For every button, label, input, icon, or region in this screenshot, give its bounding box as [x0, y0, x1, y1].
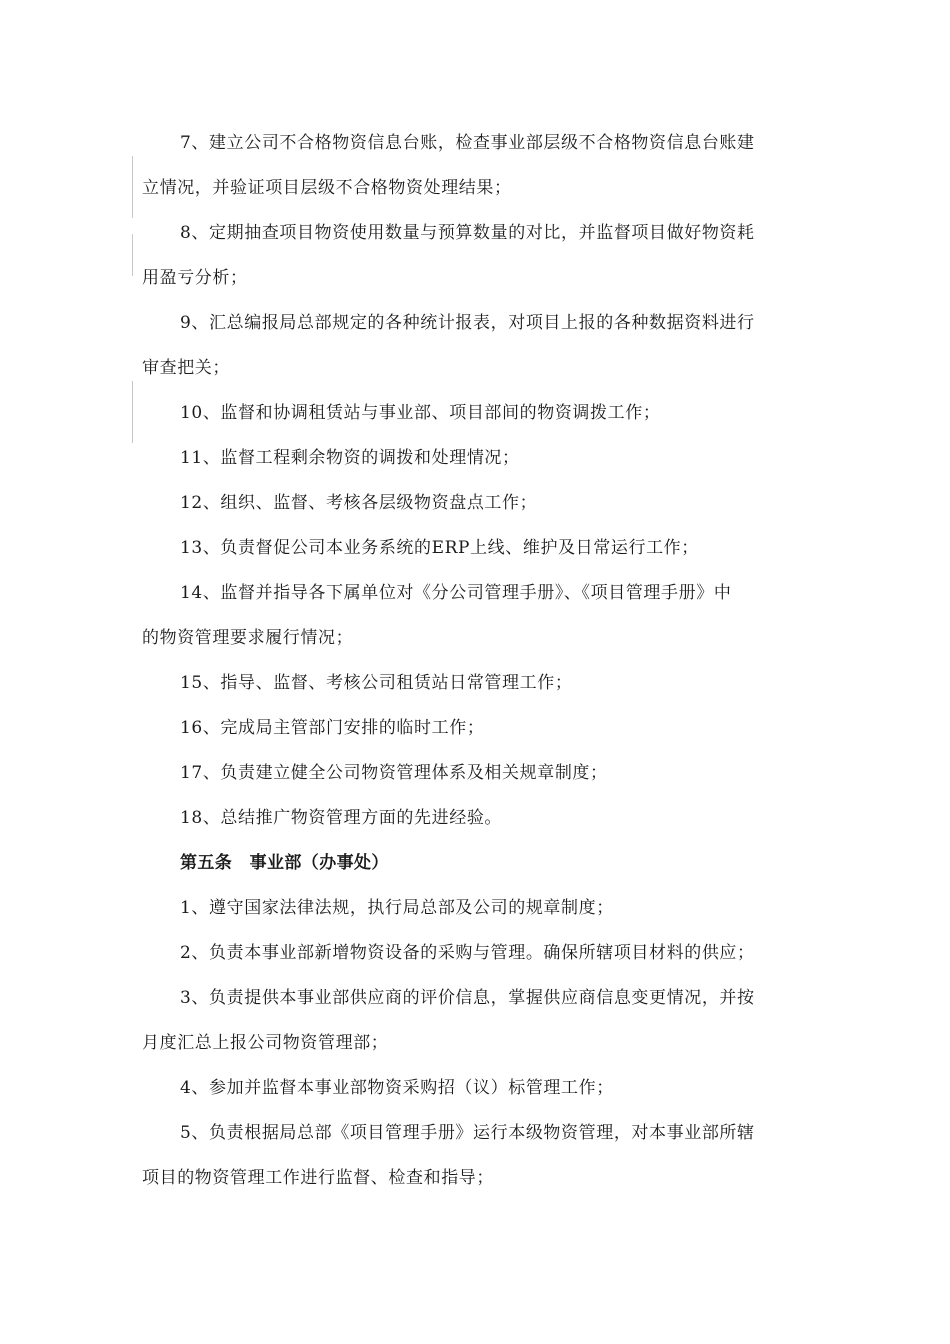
paragraph-line: 12、组织、监督、考核各层级物资盘点工作；: [180, 493, 538, 513]
paragraph-line: 18、总结推广物资管理方面的先进经验。: [180, 808, 503, 828]
paragraph-line: 审查把关；: [142, 358, 230, 378]
paragraph-line: 1、遵守国家法律法规，执行局总部及公司的规章制度；: [180, 898, 614, 918]
paragraph-line: 13、负责督促公司本业务系统的ERP上线、维护及日常运行工作；: [180, 538, 699, 558]
paragraph-line: 10、监督和协调租赁站与事业部、项目部间的物资调拨工作；: [180, 403, 661, 423]
paragraph-line: 项目的物资管理工作进行监督、检查和指导；: [142, 1168, 494, 1188]
paragraph-line: 3、负责提供本事业部供应商的评价信息，掌握供应商信息变更情况，并按: [180, 988, 755, 1008]
paragraph-line: 用盈亏分析；: [142, 268, 248, 288]
paragraph-line: 14、监督并指导各下属单位对《分公司管理手册》、《项目管理手册》中: [180, 583, 732, 603]
paragraph-line: 2、负责本事业部新增物资设备的采购与管理。确保所辖项目材料的供应；: [180, 943, 755, 963]
paragraph-line: 17、负责建立健全公司物资管理体系及相关规章制度；: [180, 763, 608, 783]
paragraph-line: 16、完成局主管部门安排的临时工作；: [180, 718, 485, 738]
paragraph-line: 8、定期抽查项目物资使用数量与预算数量的对比，并监督项目做好物资耗: [180, 223, 755, 243]
paragraph-line: 立情况，并验证项目层级不合格物资处理结果；: [142, 178, 512, 198]
margin-mark: [132, 381, 133, 443]
paragraph-line: 15、指导、监督、考核公司租赁站日常管理工作；: [180, 673, 573, 693]
paragraph-line: 的物资管理要求履行情况；: [142, 628, 354, 648]
paragraph-line: 7、建立公司不合格物资信息台账，检查事业部层级不合格物资信息台账建: [180, 133, 755, 153]
paragraph-line: 5、负责根据局总部《项目管理手册》运行本级物资管理，对本事业部所辖: [180, 1123, 755, 1143]
paragraph-line: 4、参加并监督本事业部物资采购招（议）标管理工作；: [180, 1078, 614, 1098]
paragraph-line: 9、汇总编报局总部规定的各种统计报表，对项目上报的各种数据资料进行: [180, 313, 755, 333]
margin-mark: [132, 156, 133, 218]
paragraph-line: 11、监督工程剩余物资的调拨和处理情况；: [180, 448, 520, 468]
paragraph-line: 月度汇总上报公司物资管理部；: [142, 1033, 389, 1053]
margin-mark: [132, 234, 133, 276]
section-heading: 第五条 事业部（办事处）: [180, 853, 389, 873]
